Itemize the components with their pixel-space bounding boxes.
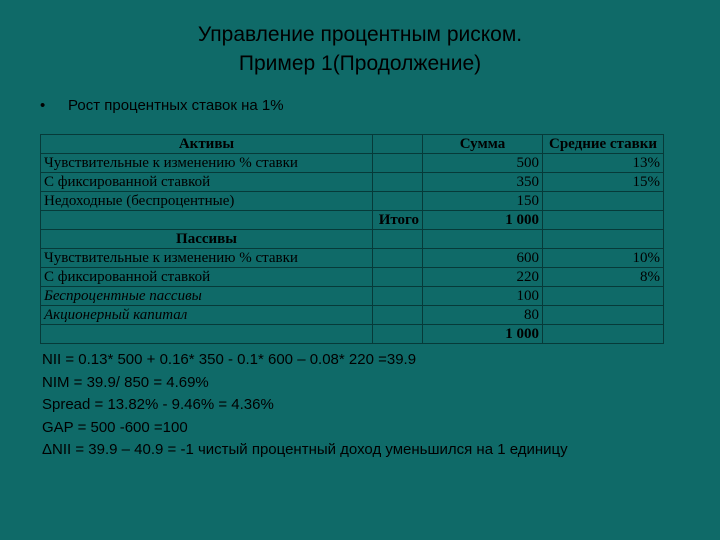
row-sum: 600 [423,249,543,268]
table-cell [41,211,373,230]
table-row [41,306,664,325]
row-sum: 100 [423,287,543,306]
table-cell [543,230,664,249]
row-rate [543,287,664,306]
note-delta-nii: ΔNII = 39.9 – 40.9 = -1 чистый процентный доход уменьшился на 1 единицу [42,441,568,458]
header-sum: Сумма [423,135,543,154]
bullet-text: Рост процентных ставок на 1% [68,97,284,114]
bullet-dot-icon: • [40,97,46,114]
total-sum: 1 000 [423,211,543,230]
table-section-row [41,230,664,249]
header-rates: Средние ставки [543,135,664,154]
header-assets: Активы [41,135,373,154]
row-sum: 80 [423,306,543,325]
table-cell [373,306,423,325]
row-label: С фиксированной ставкой [41,173,373,192]
table-row [41,249,664,268]
row-label: С фиксированной ставкой [41,268,373,287]
row-sum: 150 [423,192,543,211]
row-rate: 10% [543,249,664,268]
table-cell [373,325,423,344]
table-row [41,192,664,211]
table-cell [373,287,423,306]
table-cell [423,230,543,249]
table-cell [373,230,423,249]
row-rate [543,306,664,325]
row-rate: 15% [543,173,664,192]
total-label: Итого [373,211,423,230]
row-label: Чувствительные к изменению % ставки [41,154,373,173]
balance-table [40,134,664,344]
note-gap: GAP = 500 -600 =100 [42,418,188,436]
row-rate: 8% [543,268,664,287]
table-row [41,154,664,173]
table-row [41,268,664,287]
slide-title-line-1: Управление процентным риском. [197,23,523,46]
table-total-row [41,211,664,230]
slide-title-line-2: Пример 1(Продолжение) [238,52,482,75]
row-rate: 13% [543,154,664,173]
row-label: Недоходные (беспроцентные) [41,192,373,211]
row-rate [543,192,664,211]
table-cell [373,173,423,192]
table-total-row [41,325,664,344]
table-cell [543,325,664,344]
table-cell [543,211,664,230]
row-sum: 500 [423,154,543,173]
table-cell [373,268,423,287]
table-header-row [41,135,664,154]
table-row [41,287,664,306]
row-sum: 350 [423,173,543,192]
calculation-notes [42,349,568,462]
table-row [41,173,664,192]
table-cell [41,325,373,344]
table-cell [373,135,423,154]
note-spread: Spread = 13.82% - 9.46% = 4.36% [42,396,274,413]
row-label: Чувствительные к изменению % ставки [41,249,373,268]
slide-title [0,20,720,78]
row-sum: 220 [423,268,543,287]
liab-total-sum: 1 000 [423,325,543,344]
row-label: Акционерный капитал [41,306,373,325]
table-cell [373,192,423,211]
table-cell [373,249,423,268]
row-label: Беспроцентные пассивы [41,287,373,306]
header-liabilities: Пассивы [41,230,373,249]
note-nim: NIM = 39.9/ 850 = 4.69% [42,373,209,391]
table-cell [373,154,423,173]
note-nii: NII = 0.13* 500 + 0.16* 350 - 0.1* 600 – 0.08* 220 =39.9 [42,351,417,368]
